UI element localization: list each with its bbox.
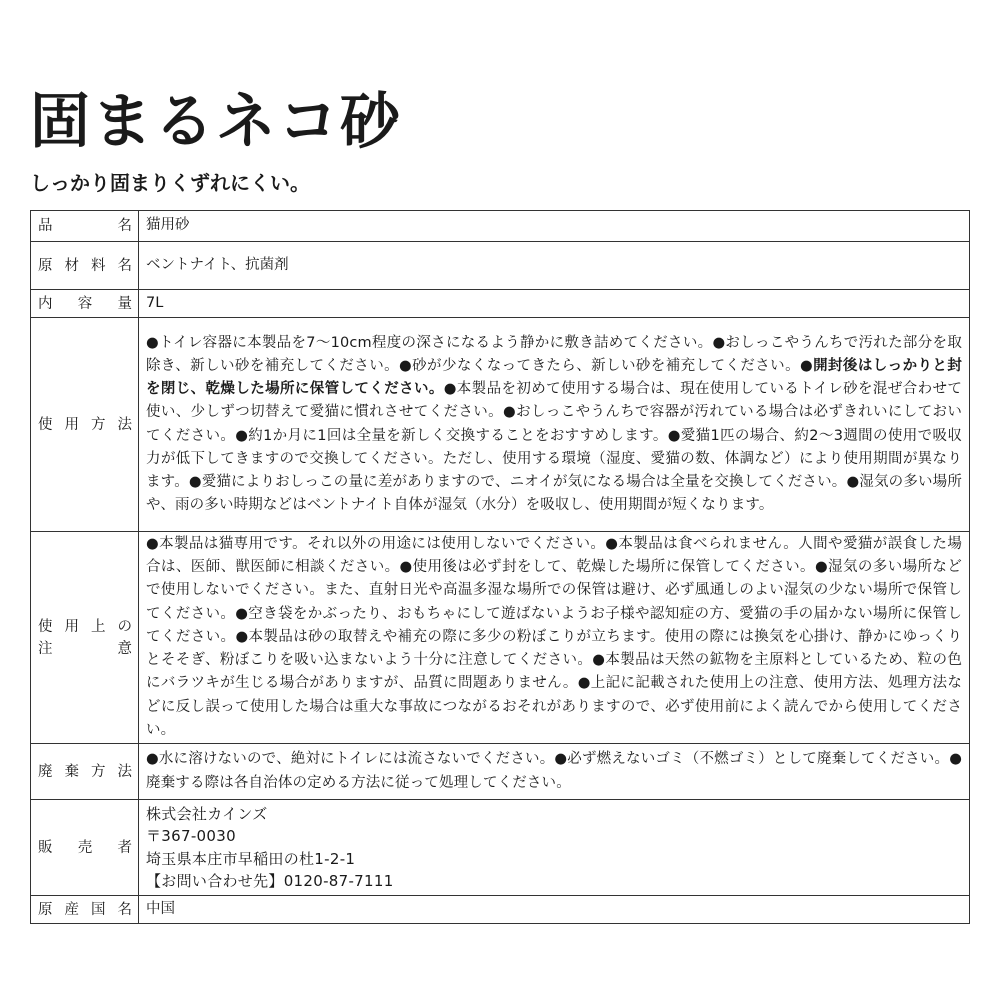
usage-bold-note: 開封後はしっかりと封を閉じ、乾燥した場所に保管してください。 (146, 357, 962, 398)
page-subtitle: しっかり固まりくずれにくい。 (30, 171, 310, 195)
row-materials (31, 242, 970, 290)
product-info-table (30, 210, 970, 924)
seller-contact: 【お問い合わせ先】0120-87-7111 (146, 872, 394, 890)
label-precautions: 使 用 上 の 注 意 (31, 532, 139, 744)
label-disposal: 廃 棄 方 法 (31, 744, 139, 800)
seller-company: 株式会社カインズ (146, 804, 268, 823)
value-precautions: ●本製品は猫専用です。それ以外の用途には使用しないでください。●本製品は食べられません。人間や愛猫が誤食した場合は、医師、獣医師に相談ください。●使用後は必ず封をして、乾燥した場所に保管してください。●湿気の多い場所などで使用しないでください。また、直射日光や高温多湿な場所での保管は避け、必ず風通しのよい湿気の少ない場所で保管してください。●空き袋をかぶったり、おもちゃにして遊ばないようお子様や認知症の方、愛猫の手の届かない場所に保管してください。●本製品は砂の取替えや補充の際に多少の粉ぼこりが立ちます。使用の際には換気を心掛け、静かにゆっくりとそそぎ、粉ぼこりを吸い込まないよう十分に注意してください。●本製品は天然の鉱物を主原料としているため、粒の色にバラツキが生じる場合がありますが、品質に問題ありません。●上記に記載された使用上の注意、使用方法、処理方法などに反し誤って使用した場合は重大な事故につながるおそれがありますので、必ず使用前によく読んでから使用してください。 (139, 532, 970, 744)
label-product-name: 品 名 (31, 211, 139, 242)
value-materials: ベントナイト、抗菌剤 (139, 242, 970, 290)
row-precautions (31, 532, 970, 744)
seller-postal-code: 〒367-0030 (146, 827, 236, 845)
value-disposal: ●水に溶けないので、絶対にトイレには流さないでください。●必ず燃えないゴミ（不燃ゴミ）として廃棄してください。●廃棄する際は各自治体の定める方法に従って処理してください。 (139, 744, 970, 800)
label-usage: 使 用 方 法 (31, 318, 139, 532)
value-volume: 7L (139, 290, 970, 318)
label-seller: 販 売 者 (31, 800, 139, 896)
value-product-name: 猫用砂 (139, 211, 970, 242)
row-usage (31, 318, 970, 532)
row-product-name (31, 211, 970, 242)
row-disposal (31, 744, 970, 800)
label-origin: 原 産 国 名 (31, 896, 139, 924)
row-volume (31, 290, 970, 318)
seller-address: 埼玉県本庄市早稲田の杜1-2-1 (146, 849, 356, 868)
value-usage: ●トイレ容器に本製品を7〜10cm程度の深さになるよう静かに敷き詰めてください。●おしっこやうんちで汚れた部分を取除き、新しい砂を補充してください。●砂が少なくなってきたら、新しい砂を補充してください。●開封後はしっかりと封を閉じ、乾燥した場所に保管してください。●本製品を初めて使用する場合は、現在使用しているトイレ砂を混ぜ合わせて使い、少しずつ切替えて愛猫に慣れさせてください。●おしっこやうんちで容器が汚れている場合は必ずきれいにしておいてください。●約1か月に1回は全量を新しく交換することをおすすめします。●愛猫1匹の場合、約2〜3週間の使用で吸収力が低下してきますので交換してください。ただし、使用する環境（湿度、愛猫の数、体調など）により使用期間が異なります。●愛猫によりおしっこの量に差がありますので、ニオイが気になる場合は全量を交換してください。●湿気の多い場所や、雨の多い時期などはベントナイト自体が湿気（水分）を吸収し、使用期間が短くなります。 (139, 318, 970, 532)
row-seller (31, 800, 970, 896)
value-origin: 中国 (139, 896, 970, 924)
label-materials: 原 材 料 名 (31, 242, 139, 290)
row-origin (31, 896, 970, 924)
value-seller (139, 800, 970, 896)
label-volume: 内 容 量 (31, 290, 139, 318)
page-title: 固まるネコ砂 (30, 87, 402, 157)
